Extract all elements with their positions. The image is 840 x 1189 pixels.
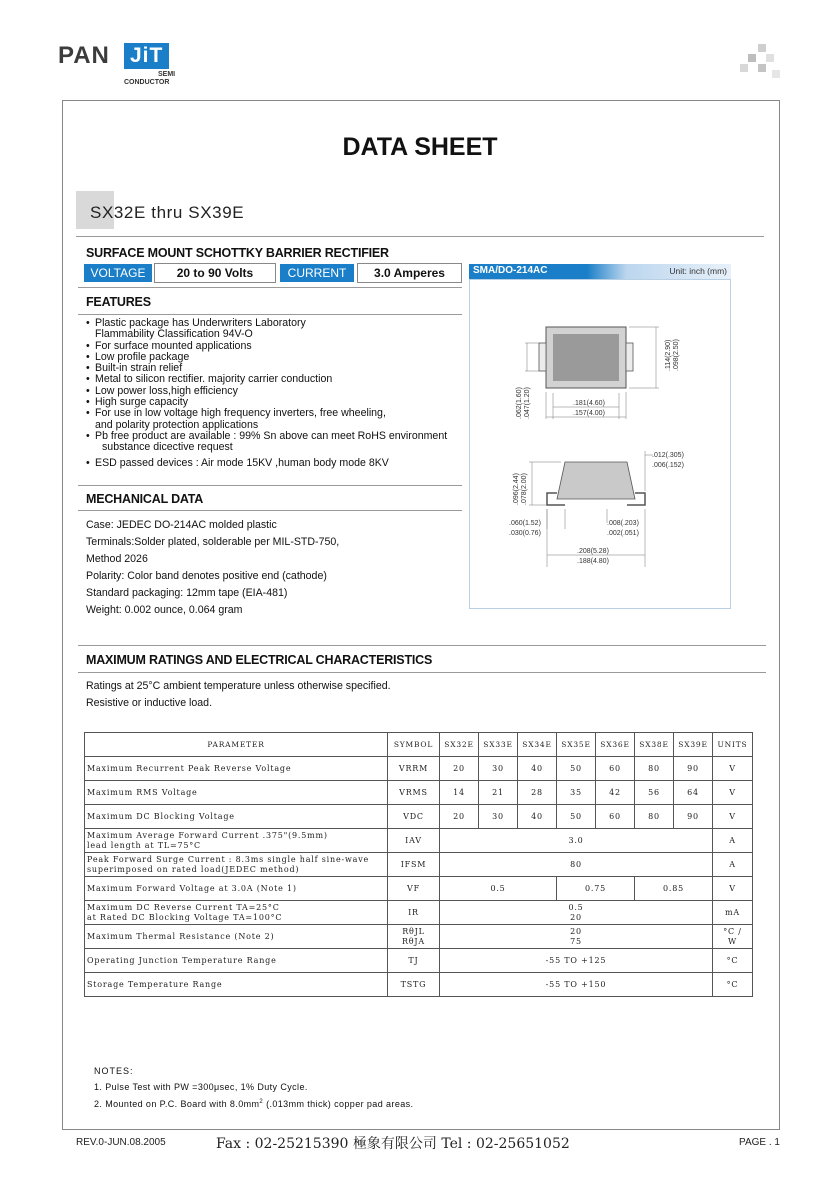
package-name: SMA/DO-214AC bbox=[473, 265, 548, 276]
symbol-line: RθJA bbox=[401, 936, 426, 946]
value-cell bbox=[440, 925, 713, 949]
feature-item-continued: and polarity protection applications bbox=[95, 418, 259, 431]
notes-section bbox=[94, 1064, 413, 1113]
dim-188: .188(4.80) bbox=[577, 558, 609, 565]
column-header: SX39E bbox=[674, 733, 713, 757]
dim-181: .181(4.60) bbox=[573, 400, 605, 407]
symbol-cell: IR bbox=[388, 901, 440, 925]
features-heading: FEATURES bbox=[86, 295, 151, 309]
divider bbox=[78, 287, 462, 288]
voltage-value: 20 to 90 Volts bbox=[154, 263, 276, 283]
feature-item: • Pb free product are available : 99% Sn above can meet RoHS environment bbox=[86, 431, 466, 442]
table-row bbox=[85, 949, 753, 973]
table-row bbox=[85, 877, 753, 901]
product-type: SURFACE MOUNT SCHOTTKY BARRIER RECTIFIER bbox=[86, 246, 389, 260]
electrical-characteristics-table bbox=[84, 732, 753, 997]
mechanical-line: Polarity: Color band denotes positive end (cathode) bbox=[86, 570, 327, 582]
voltage-label: VOLTAGE bbox=[84, 264, 152, 282]
feature-item: • High surge capacity bbox=[86, 397, 466, 408]
table-row bbox=[85, 901, 753, 925]
dim-062: .062(1.60) bbox=[516, 387, 523, 419]
unit-cell: V bbox=[713, 805, 753, 829]
feature-item: • For surface mounted applications bbox=[86, 341, 466, 352]
value-cell: 30 bbox=[479, 805, 518, 829]
logo-pan-text: PAN bbox=[58, 42, 110, 69]
features-list bbox=[86, 318, 466, 469]
parameter-cell: Maximum DC Blocking Voltage bbox=[85, 805, 388, 829]
unit-cell bbox=[713, 925, 753, 949]
dim-157: .157(4.00) bbox=[573, 410, 605, 417]
parameter-line: Peak Forward Surge Current : 8.3ms single half sine-wave bbox=[87, 854, 370, 864]
column-header: SX34E bbox=[518, 733, 557, 757]
page-title: DATA SHEET bbox=[342, 133, 498, 161]
symbol-cell: VRRM bbox=[388, 757, 440, 781]
ratings-note-line: Ratings at 25°C ambient temperature unless otherwise specified. bbox=[86, 680, 391, 692]
value-cell: 80 bbox=[440, 853, 713, 877]
value-cell: 30 bbox=[479, 757, 518, 781]
dim-078: .078(2.00) bbox=[521, 473, 528, 505]
divider bbox=[76, 236, 764, 237]
unit-line: W bbox=[727, 936, 738, 946]
value-cell: -55 TO +125 bbox=[440, 949, 713, 973]
parameter-cell bbox=[85, 901, 388, 925]
column-header: UNITS bbox=[713, 733, 753, 757]
feature-item: • ESD passed devices : Air mode 15KV ,human body mode 8KV bbox=[86, 458, 466, 469]
symbol-cell: VF bbox=[388, 877, 440, 901]
dim-060: .060(1.52) bbox=[509, 520, 541, 527]
mechanical-line: Case: JEDEC DO-214AC molded plastic bbox=[86, 519, 277, 531]
parameter-cell bbox=[85, 853, 388, 877]
value-cell: 90 bbox=[674, 757, 713, 781]
value-cell: 14 bbox=[440, 781, 479, 805]
feature-item: • Built-in strain relief bbox=[86, 363, 466, 374]
dim-096: .096(2.44) bbox=[513, 473, 520, 505]
divider bbox=[78, 510, 462, 511]
feature-item-continued: Flammability Classification 94V-O bbox=[95, 328, 253, 341]
package-outline-drawing bbox=[469, 279, 731, 609]
dim-030: .030(0.76) bbox=[509, 530, 541, 537]
unit-line: °C / bbox=[723, 926, 742, 936]
column-header: SX35E bbox=[557, 733, 596, 757]
value-cell: 0.85 bbox=[635, 877, 713, 901]
value-cell: 20 bbox=[440, 805, 479, 829]
divider bbox=[78, 314, 462, 315]
pixel-decoration-icon bbox=[740, 44, 780, 80]
symbol-cell: IAV bbox=[388, 829, 440, 853]
unit-cell: V bbox=[713, 757, 753, 781]
value-cell: 90 bbox=[674, 805, 713, 829]
feature-item: • Plastic package has Underwriters Laboratory bbox=[86, 318, 466, 329]
logo-semi-text: SEMI bbox=[158, 71, 176, 78]
package-header bbox=[469, 264, 731, 279]
column-header: SYMBOL bbox=[388, 733, 440, 757]
symbol-cell bbox=[388, 925, 440, 949]
logo-conductor-text: CONDUCTOR bbox=[124, 79, 170, 86]
value-line: 20 bbox=[570, 912, 582, 922]
table-row bbox=[85, 805, 753, 829]
dim-012: .012(.305) bbox=[652, 452, 684, 459]
logo-jit-text: JiT bbox=[124, 43, 169, 69]
value-line: 0.5 bbox=[568, 902, 584, 912]
note-superscript: 2 bbox=[259, 1099, 264, 1105]
feature-item: • Low profile package bbox=[86, 352, 466, 363]
note-text: (.013mm thick) copper pad areas. bbox=[263, 1099, 414, 1109]
notes-heading: NOTES: bbox=[94, 1066, 134, 1076]
symbol-cell: VRMS bbox=[388, 781, 440, 805]
parameter-cell: Storage Temperature Range bbox=[85, 973, 388, 997]
symbol-cell: TJ bbox=[388, 949, 440, 973]
package-unit: Unit: inch (mm) bbox=[669, 266, 727, 276]
value-cell: 64 bbox=[674, 781, 713, 805]
divider bbox=[78, 672, 766, 673]
unit-cell: °C bbox=[713, 973, 753, 997]
feature-item: • Low power loss,high efficiency bbox=[86, 386, 466, 397]
parameter-line: Maximum Average Forward Current .375"(9.5mm) bbox=[87, 830, 328, 840]
table-row bbox=[85, 829, 753, 853]
symbol-cell: IFSM bbox=[388, 853, 440, 877]
value-cell: 40 bbox=[518, 757, 557, 781]
table-header-row bbox=[85, 733, 753, 757]
note-item: 1. Pulse Test with PW =300μsec, 1% Duty Cycle. bbox=[94, 1081, 308, 1092]
mechanical-line: Standard packaging: 12mm tape (EIA-481) bbox=[86, 587, 288, 599]
mechanical-line: Weight: 0.002 ounce, 0.064 gram bbox=[86, 604, 243, 616]
value-cell: 42 bbox=[596, 781, 635, 805]
feature-item: • For use in low voltage high frequency inverters, free wheeling, bbox=[86, 408, 466, 419]
column-header: SX32E bbox=[440, 733, 479, 757]
value-cell: 0.75 bbox=[557, 877, 635, 901]
parameter-cell: Maximum Forward Voltage at 3.0A (Note 1) bbox=[85, 877, 388, 901]
note-text: 2. Mounted on P.C. Board with 8.0mm bbox=[94, 1099, 260, 1109]
dim-098: .098(2.50) bbox=[673, 339, 680, 371]
unit-cell: A bbox=[713, 829, 753, 853]
dim-002: .002(.051) bbox=[607, 530, 639, 537]
revision-label: REV.0-JUN.08.2005 bbox=[76, 1137, 166, 1148]
current-value: 3.0 Amperes bbox=[357, 263, 462, 283]
parameter-cell: Maximum RMS Voltage bbox=[85, 781, 388, 805]
value-cell bbox=[440, 901, 713, 925]
table-row bbox=[85, 757, 753, 781]
dim-047: .047(1.20) bbox=[524, 387, 531, 419]
unit-cell: °C bbox=[713, 949, 753, 973]
divider bbox=[78, 485, 462, 486]
table-row bbox=[85, 781, 753, 805]
footer-divider bbox=[62, 1129, 780, 1130]
table-row bbox=[85, 853, 753, 877]
table-row bbox=[85, 973, 753, 997]
note-item bbox=[94, 1095, 413, 1113]
mechanical-heading: MECHANICAL DATA bbox=[86, 492, 204, 506]
value-cell: 21 bbox=[479, 781, 518, 805]
value-line: 20 bbox=[570, 926, 582, 936]
unit-cell: V bbox=[713, 781, 753, 805]
unit-cell: V bbox=[713, 877, 753, 901]
value-cell: 20 bbox=[440, 757, 479, 781]
page-number: PAGE . 1 bbox=[739, 1137, 780, 1148]
contact-line: Fax : 02-25215390 極象有限公司 Tel : 02-25651052 bbox=[216, 1136, 570, 1152]
column-header: PARAMETER bbox=[85, 733, 388, 757]
value-cell: 80 bbox=[635, 805, 674, 829]
symbol-cell: VDC bbox=[388, 805, 440, 829]
part-range: SX32E thru SX39E bbox=[90, 203, 245, 222]
value-cell: -55 TO +150 bbox=[440, 973, 713, 997]
current-label: CURRENT bbox=[280, 264, 354, 282]
ratings-heading: MAXIMUM RATINGS AND ELECTRICAL CHARACTERISTICS bbox=[86, 653, 433, 667]
table-row bbox=[85, 925, 753, 949]
unit-cell: mA bbox=[713, 901, 753, 925]
mechanical-line: Method 2026 bbox=[86, 553, 148, 565]
value-cell: 60 bbox=[596, 757, 635, 781]
feature-item-continued: substance dicective request bbox=[102, 441, 233, 454]
parameter-cell bbox=[85, 829, 388, 853]
value-cell: 56 bbox=[635, 781, 674, 805]
value-cell: 3.0 bbox=[440, 829, 713, 853]
dim-008: .008(.203) bbox=[607, 520, 639, 527]
panjit-logo bbox=[58, 42, 188, 88]
parameter-cell: Operating Junction Temperature Range bbox=[85, 949, 388, 973]
symbol-cell: TSTG bbox=[388, 973, 440, 997]
column-header: SX33E bbox=[479, 733, 518, 757]
column-header: SX36E bbox=[596, 733, 635, 757]
value-cell: 60 bbox=[596, 805, 635, 829]
mechanical-line: Terminals:Solder plated, solderable per MIL-STD-750, bbox=[86, 536, 340, 548]
value-cell: 28 bbox=[518, 781, 557, 805]
mechanical-data bbox=[86, 517, 339, 619]
value-line: 75 bbox=[570, 936, 582, 946]
parameter-cell: Maximum Thermal Resistance (Note 2) bbox=[85, 925, 388, 949]
feature-item: • Metal to silicon rectifier. majority carrier conduction bbox=[86, 374, 466, 385]
parameter-cell: Maximum Recurrent Peak Reverse Voltage bbox=[85, 757, 388, 781]
symbol-line: RθJL bbox=[402, 926, 425, 936]
column-header: SX38E bbox=[635, 733, 674, 757]
value-cell: 80 bbox=[635, 757, 674, 781]
dim-208: .208(5.28) bbox=[577, 548, 609, 555]
parameter-line: at Rated DC Blocking Voltage TA=100°C bbox=[87, 912, 283, 922]
value-cell: 50 bbox=[557, 805, 596, 829]
value-cell: 40 bbox=[518, 805, 557, 829]
parameter-line: lead length at TL=75°C bbox=[87, 840, 201, 850]
divider bbox=[78, 645, 766, 646]
ratings-note-line: Resistive or inductive load. bbox=[86, 697, 213, 709]
parameter-line: Maximum DC Reverse Current TA=25°C bbox=[87, 902, 280, 912]
dim-114: .114(2.90) bbox=[665, 339, 672, 371]
dim-006: .006(.152) bbox=[652, 462, 684, 469]
value-cell: 35 bbox=[557, 781, 596, 805]
value-cell: 0.5 bbox=[440, 877, 557, 901]
unit-cell: A bbox=[713, 853, 753, 877]
parameter-line: superimposed on rated load(JEDEC method) bbox=[87, 864, 300, 874]
value-cell: 50 bbox=[557, 757, 596, 781]
ratings-notes bbox=[86, 678, 391, 712]
